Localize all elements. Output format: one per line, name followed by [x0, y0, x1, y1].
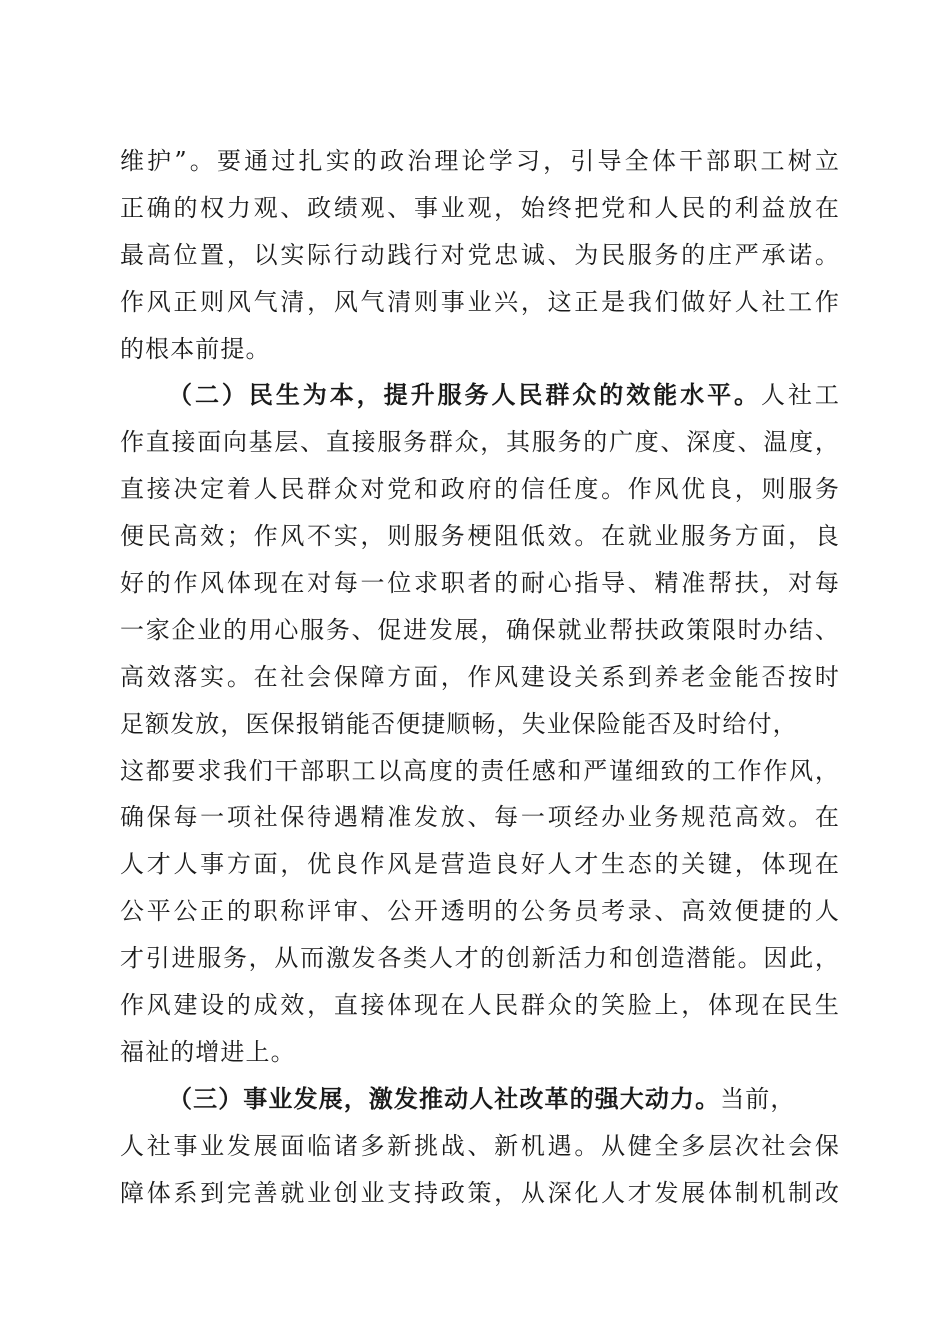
paragraph2-line: 便民高效；作风不实，则服务梗阻低效。在就业服务方面，良: [120, 522, 840, 551]
paragraph2-line: 公平公正的职称评审、公开透明的公务员考录、高效便捷的人: [120, 897, 840, 926]
paragraph2-first-line: [120, 372, 840, 419]
section-heading-3: （三）事业发展，激发推动人社改革的强大动力。: [168, 1083, 721, 1113]
paragraph2-first-line-text: 人社工: [760, 381, 840, 410]
paragraph3-line: 人社事业发展面临诸多新挑战、新机遇。从健全多层次社会保: [120, 1131, 840, 1160]
section-heading-2: （二）民生为本，提升服务人民群众的效能水平。: [168, 380, 761, 410]
paragraph2-line: 这都要求我们干部职工以高度的责任感和严谨细致的工作作风，: [120, 756, 840, 785]
paragraph1-line: 作风正则风气清，风气清则事业兴，这正是我们做好人社工作: [120, 287, 840, 316]
paragraph2-line: 福祉的增进上。: [120, 1037, 296, 1066]
paragraph2-line: 高效落实。在社会保障方面，作风建设关系到养老金能否按时: [120, 662, 840, 691]
paragraph2-line: 直接决定着人民群众对党和政府的信任度。作风优良，则服务: [120, 475, 840, 504]
paragraph2-line: 人才人事方面，优良作风是营造良好人才生态的关键，体现在: [120, 850, 840, 879]
paragraph1-line: 的根本前提。: [120, 334, 271, 363]
paragraph3-first-line: [120, 1076, 840, 1123]
document-body: [120, 138, 840, 1216]
paragraph3-line: 障体系到完善就业创业支持政策，从深化人才发展体制机制改: [120, 1178, 840, 1207]
paragraph1-line: 正确的权力观、政绩观、事业观，始终把党和人民的利益放在: [120, 193, 840, 222]
paragraph2-line: 确保每一项社保待遇精准发放、每一项经办业务规范高效。在: [120, 803, 840, 832]
paragraph1-line: 最高位置，以实际行动践行对党忠诚、为民服务的庄严承诺。: [120, 240, 840, 269]
paragraph2-line: 作风建设的成效，直接体现在人民群众的笑脸上，体现在民生: [120, 991, 840, 1020]
paragraph2-line: 好的作风体现在对每一位求职者的耐心指导、精准帮扶，对每: [120, 569, 840, 598]
paragraph2-line: 作直接面向基层、直接服务群众，其服务的广度、深度、温度，: [120, 428, 840, 457]
paragraph3-first-line-text: 当前，: [720, 1084, 796, 1113]
paragraph2-line: 一家企业的用心服务、促进发展，确保就业帮扶政策限时办结、: [120, 615, 840, 644]
paragraph1-line: 维护”。要通过扎实的政治理论学习，引导全体干部职工树立: [120, 147, 840, 175]
paragraph2-line: 才引进服务，从而激发各类人才的创新活力和创造潜能。因此，: [120, 944, 840, 973]
paragraph2-line: 足额发放，医保报销能否便捷顺畅，失业保险能否及时给付，: [120, 709, 798, 738]
